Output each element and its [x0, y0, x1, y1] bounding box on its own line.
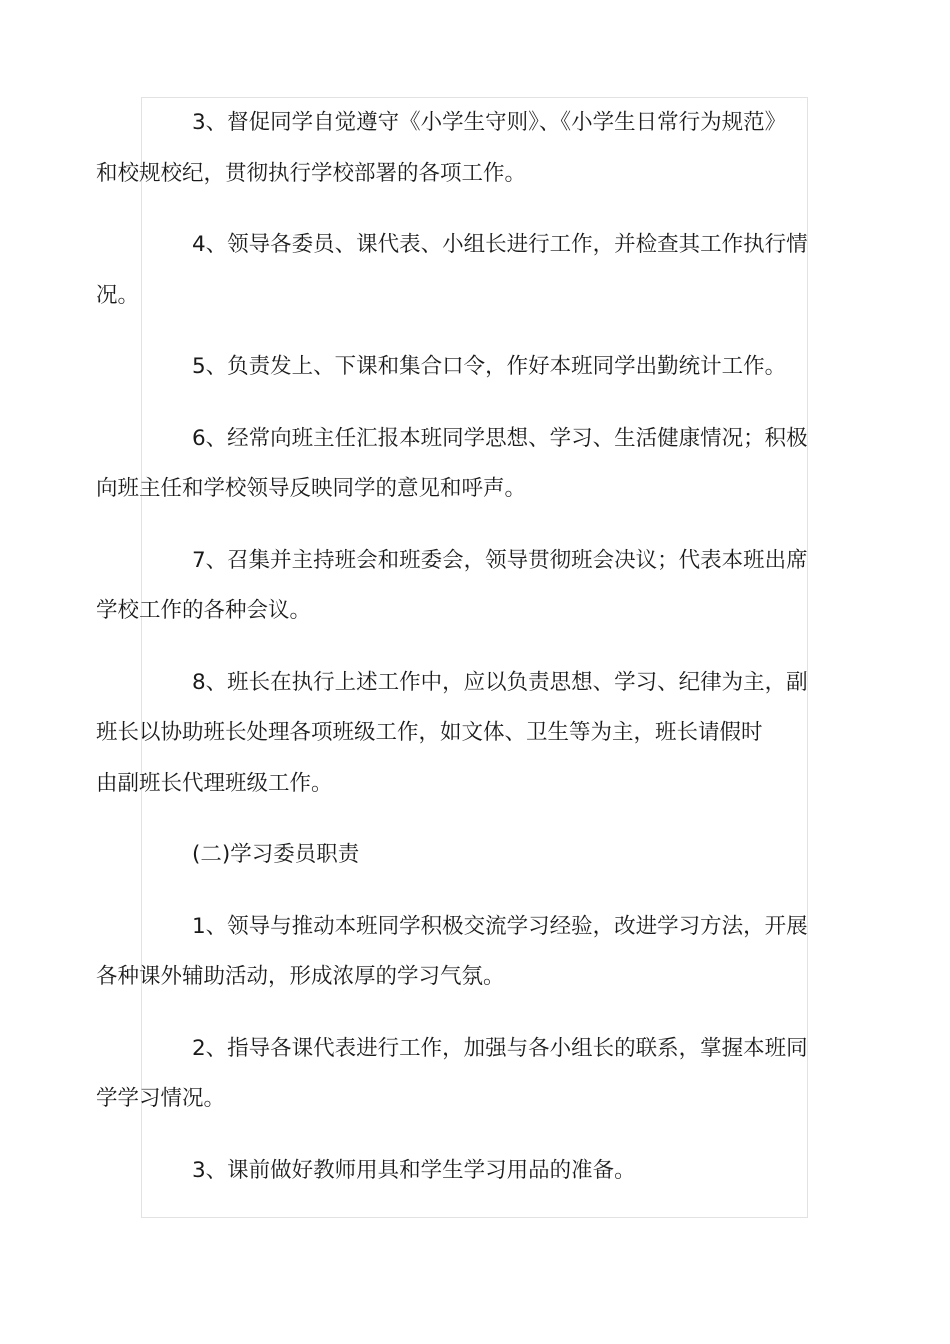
text-line: 况。 — [96, 282, 140, 308]
section-heading-study-committee — [144, 830, 816, 881]
text-line: 学学习情况。 — [96, 1086, 226, 1111]
text-line: 7、召集并主持班会和班委会，领导贯彻班会决议；代表本班出席 — [192, 547, 808, 573]
text-line: 8、班长在执行上述工作中，应以负责思想、学习、纪律为主，副 — [192, 669, 808, 695]
paragraph-monitor-duty-7 — [96, 536, 816, 637]
text-line: 由副班长代理班级工作。 — [96, 770, 333, 796]
paragraph-gap — [144, 1003, 816, 1024]
text-line: 3、督促同学自觉遵守《小学生守则》、《小学生日常行为规范》 — [192, 110, 787, 135]
text-line: 6、经常向班主任汇报本班同学思想、学习、生活健康情况；积极 — [192, 425, 808, 451]
paragraph-gap — [144, 637, 816, 658]
paragraph-study-duty-3 — [144, 1146, 816, 1197]
text-line: 和校规校纪，贯彻执行学校部署的各项工作。 — [96, 160, 527, 186]
paragraph-monitor-duty-5 — [144, 342, 816, 393]
paragraph-gap — [144, 321, 816, 342]
paragraph-study-duty-1 — [96, 902, 816, 1003]
paragraph-monitor-duty-4 — [96, 220, 816, 321]
text-line: 5、负责发上、下课和集合口令，作好本班同学出勤统计工作。 — [192, 354, 787, 379]
text-line: 2、指导各课代表进行工作，加强与各小组长的联系，掌握本班同 — [192, 1035, 808, 1061]
text-line: 3、课前做好教师用具和学生学习用品的准备。 — [192, 1157, 636, 1183]
paragraph-study-duty-2 — [96, 1024, 816, 1125]
paragraph-monitor-duty-6 — [96, 414, 816, 515]
text-line: 4、领导各委员、课代表、小组长进行工作，并检查其工作执行情 — [192, 232, 808, 257]
paragraph-gap — [144, 515, 816, 536]
paragraph-gap — [144, 393, 816, 414]
document-body — [96, 98, 816, 1196]
paragraph-monitor-duty-3 — [96, 98, 816, 199]
paragraph-monitor-duty-8 — [96, 658, 816, 810]
text-line: 学校工作的各种会议。 — [96, 598, 312, 623]
paragraph-gap — [144, 809, 816, 830]
text-line: 各种课外辅助活动，形成浓厚的学习气氛。 — [96, 964, 505, 989]
text-line: (二)学习委员职责 — [192, 842, 360, 867]
paragraph-gap — [144, 1125, 816, 1146]
text-line: 向班主任和学校领导反映同学的意见和呼声。 — [96, 476, 527, 501]
paragraph-gap — [144, 199, 816, 220]
paragraph-gap — [144, 881, 816, 902]
text-line: 班长以协助班长处理各项班级工作，如文体、卫生等为主，班长请假时 — [96, 720, 763, 745]
text-line: 1、领导与推动本班同学积极交流学习经验，改进学习方法，开展 — [192, 913, 808, 939]
